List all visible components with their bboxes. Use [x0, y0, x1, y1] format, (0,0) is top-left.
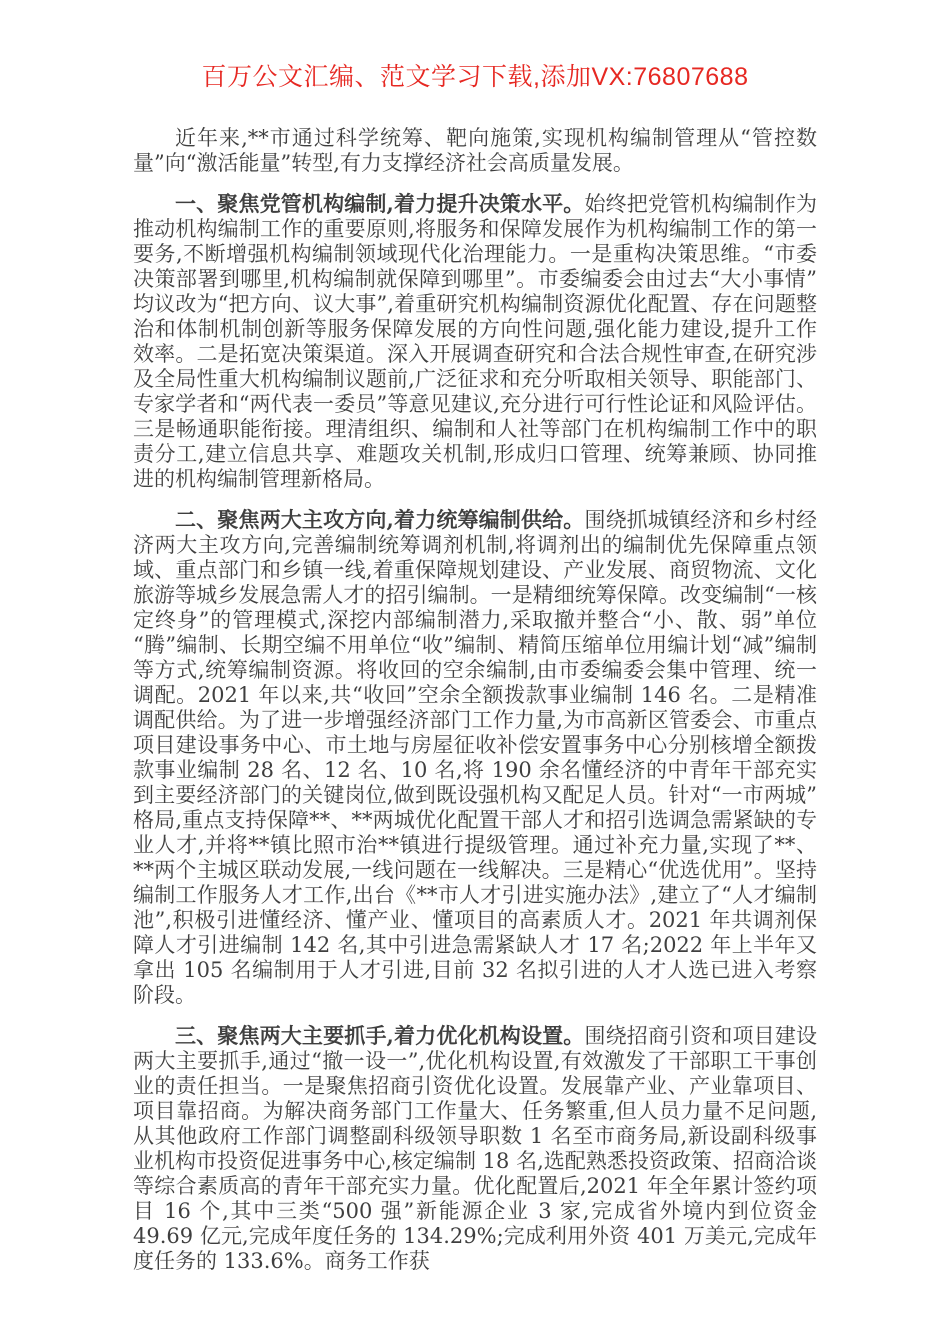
paragraph-text: 围绕抓城镇经济和乡村经济两大主攻方向,完善编制统筹调剂机制,将调剂出的编制优先保障重点领域、重点部门和乡镇一线,着重保障规划建设、产业发展、商贸物流、文化旅游等城乡发展急需人才的招引编制。一是精细统筹保障。改变编制“一核定终身”的管理模式,深挖内部编制潜力,采取撤并整合“小、散、弱”单位“腾”编制、长期空编不用单位“收”编制、精简压缩单位用编计划“减”编制等方式,统筹编制资源。将收回的空余编制,由市委编委会集中管理、统一调配。2021 年以来,共“收回”空余全额拨款事业编制 146 名。二是精准调配供给。为了进一步增强经济部门工作力量,为市高新区管委会、市重点项目建设事务中心、市土地与房屋征收补偿安置事务中心分别核增全额拨款事业编制 28 名、12 名、10 名,将 190 余名懂经济的中青年干部充实到主要经济部门的关键岗位,做到既设强机构又配足人员。针对“一市两城”格局,重点支持保障**、**两城优化配置干部人才和招引选调急需紧缺的专业人才,并将**镇比照市治**镇进行提级管理。通过补充力量,实现了**、**两个主城区联动发展,一线问题在一线解决。三是精心“优选优用”。坚持编制工作服务人才工作,出台《**市人才引进实施办法》,建立了“人才编制池”,积极引进懂经济、懂产业、懂项目的高素质人才。2021 年共调剂保障人才引进编制 142 名,其中引进急需紧缺人才 17 名;2022 年上半年又拿出 105 名编制用于人才引进,目前 32 名拟引进的人才人选已进入考察阶段。	[133, 508, 817, 1007]
section-1-heading: 一、聚焦党管机构编制,着力提升决策水平。	[175, 191, 585, 216]
paragraph-text: 围绕招商引资和项目建设两大主要抓手,通过“撤一设一”,优化机构设置,有效激发了干部职工干事创业的责任担当。一是聚焦招商引资优化设置。发展靠产业、产业靠项目、项目靠招商。为解决商务部门工作量大、任务繁重,但人员力量不足问题,从其他政府工作部门调整副科级领导职数 1 名至市商务局,新设副科级事业机构市投资促进事务中心,核定编制 18 名,选配熟悉投资政策、招商洽谈等综合素质高的青年干部充实力量。优化配置后,2021 年全年累计签约项目 16 个,其中三类“500 强”新能源企业 3 家,完成省外境内到位资金 49.69 亿元,完成年度任务的 134.29%;完成利用外资 401 万美元,完成年度任务的 133.6%。商务工作获	[133, 1024, 817, 1273]
paragraph-section-1	[133, 191, 817, 492]
document-body	[133, 126, 817, 1274]
paragraph-section-2	[133, 507, 817, 1008]
paragraph-text: 始终把党管机构编制作为推动机构编制工作的重要原则,将服务和保障发展作为机构编制工作的第一要务,不断增强机构编制领域现代化治理能力。一是重构决策思维。“市委决策部署到哪里,机构编制就保障到哪里”。市委编委会由过去“大小事情”均议改为“把方向、议大事”,着重研究机构编制资源优化配置、存在问题整治和体制机制创新等服务保障发展的方向性问题,强化能力建设,提升工作效率。二是拓宽决策渠道。深入开展调查研究和合法合规性审查,在研究涉及全局性重大机构编制议题前,广泛征求和充分听取相关领导、职能部门、专家学者和“两代表一委员”等意见建议,充分进行可行性论证和风险评估。三是畅通职能衔接。理清组织、编制和人社等部门在机构编制工作中的职责分工,建立信息共享、难题攻关机制,形成归口管理、统筹兼顾、协同推进的机构编制管理新格局。	[133, 192, 817, 491]
paragraph-intro	[133, 126, 817, 176]
promo-header-text: 百万公文汇编、范文学习下载,添加VX:76807688	[201, 63, 749, 91]
paragraph-text: 近年来,**市通过科学统筹、靶向施策,实现机构编制管理从“管控数量”向“激活能量”转型,有力支撑经济社会高质量发展。	[133, 126, 817, 175]
section-3-heading: 三、聚焦两大主要抓手,着力优化机构设置。	[175, 1023, 585, 1048]
section-2-heading: 二、聚焦两大主攻方向,着力统筹编制供给。	[175, 507, 585, 532]
paragraph-section-3	[133, 1023, 817, 1274]
